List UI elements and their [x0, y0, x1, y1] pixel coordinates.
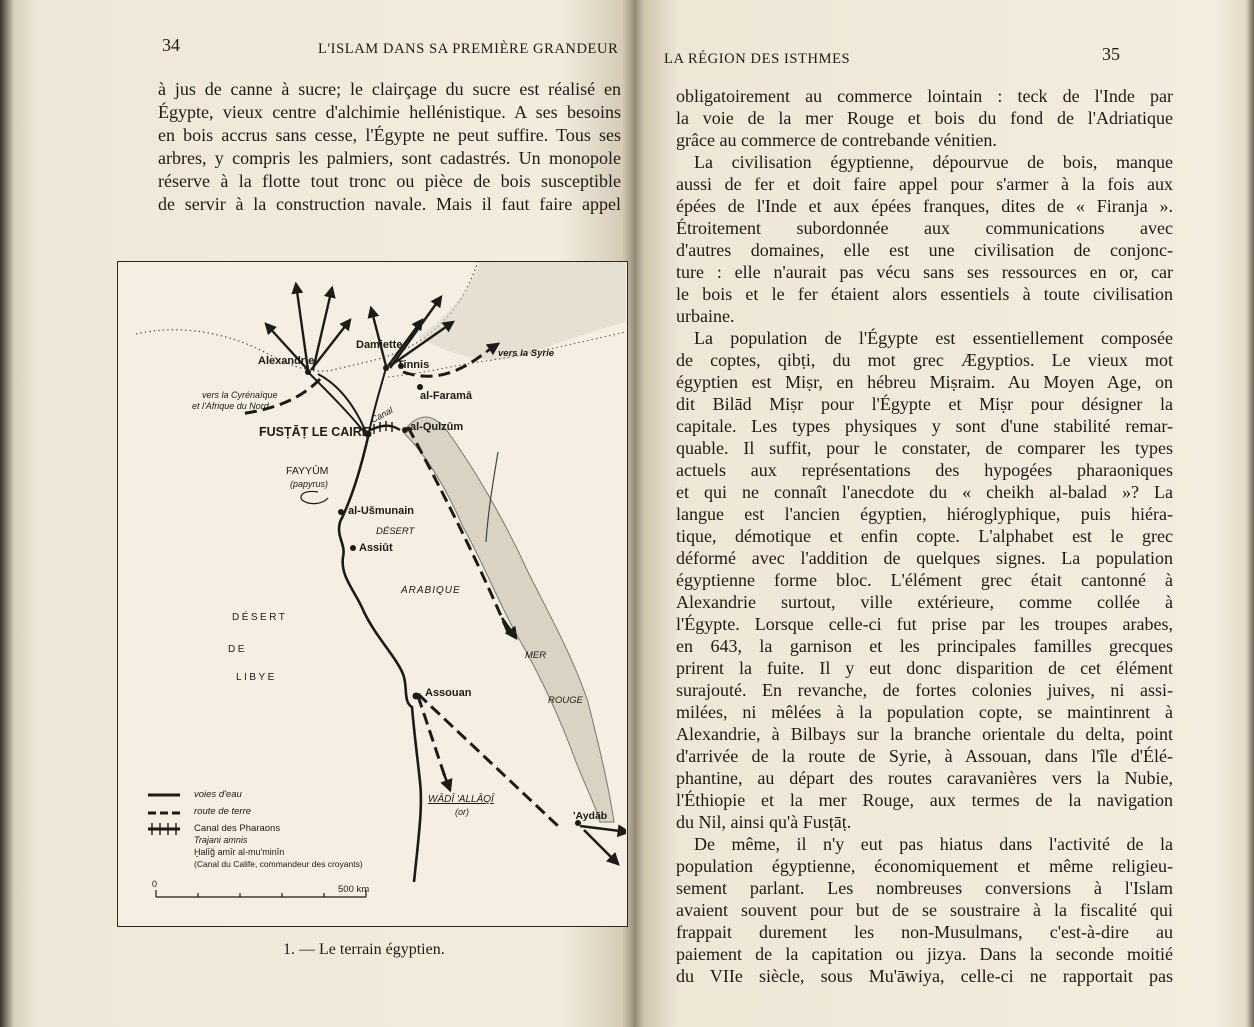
legend-symbols: [148, 795, 180, 835]
text-line: Alexandrie, à Bilbays sur la branche orientale du delta, point: [676, 724, 1173, 744]
text-line: réserve à la flotte tout tronc ou pièce de bois susceptible: [158, 171, 621, 191]
label-arabique: ARABIQUE: [401, 585, 461, 596]
text-line: Alexandrie surtout, ville extérieure, comme collée à: [676, 592, 1173, 612]
text-line: du Nil, ainsi qu'à Fusṭāṭ.: [676, 812, 852, 832]
text-line: déformé avec l'addition de quelques signes. La population: [676, 548, 1173, 568]
running-head: LA RÉGION DES ISTHMES: [664, 51, 851, 67]
label-mer: MER: [525, 650, 547, 661]
egypt-map: [117, 261, 628, 927]
text-line: égyptienne forme bloc. L'élément grec était cantonné à: [676, 570, 1173, 590]
label-desert: DÉSERT: [376, 526, 415, 537]
fayyum-lake: [301, 491, 328, 503]
text-line: langue est l'ancien égyptien, hiéroglyphique, puis hiéra-: [676, 504, 1173, 524]
scale-bar: [156, 890, 366, 897]
text-line: population égyptienne, économiquement et même religieu-: [676, 856, 1173, 876]
text-line: tique, démotique et enfin copte. L'alphabet est le grec: [676, 526, 1173, 546]
text-line: prirent la fuite. Il y eut donc disparition de cet élément: [676, 658, 1173, 678]
text-line: égyptien est Miṣr, en hébreu Miṣraim. Au Moyen Age, on: [676, 372, 1173, 392]
text-line: grâce au commerce de contrebande vénitien.: [676, 130, 997, 150]
text-line: La civilisation égyptienne, dépourvue de bois, manque: [694, 152, 1173, 172]
label-canal: Canal: [369, 405, 395, 425]
label-aydab: 'Aydāb: [573, 810, 608, 822]
text-line: La population de l'Égypte est essentiellement composée: [694, 328, 1173, 348]
text-line: du VIIe siècle, sous Mu'āwiya, celle-ci ne rapportait pas: [676, 966, 1173, 986]
text-line: aussi de fer et doit faire appel pour s'armer à la fois aux: [676, 174, 1173, 194]
text-line: ture : elle n'aurait pas vécu sans ses ressources en or, car: [676, 262, 1173, 282]
text-line: épées de l'Inde et aux épées franques, dites de « Firanja ».: [676, 196, 1173, 216]
text-line: Étroitement subordonnée aux communications avec: [676, 218, 1173, 238]
text-line: et qui ne connaît l'anecdote du « cheikh al-balad »? La: [676, 482, 1173, 502]
text-line: frappait durement les non-Musulmans, c'est-à-dire au: [676, 922, 1173, 942]
page-number: 35: [1102, 44, 1120, 64]
label-fustat: FUSṬĀṬ LE CAIRE: [259, 425, 371, 439]
text-line: paiement de la capitation ou jizya. Dans la seconde moitié: [676, 944, 1173, 964]
scale-start: 0: [152, 879, 158, 889]
text-line: de coptes, qibṭi, du mot grec Ægyptios. Le vieux mot: [676, 350, 1173, 370]
label-rouge: ROUGE: [548, 695, 583, 706]
label-qulzum: al-Qulzūm: [410, 421, 464, 433]
text-line: l'Égypte. Lorsque celle-ci fut prise par les troupes arabes,: [676, 614, 1173, 634]
text-line: en 643, la garnison et les principales familles grecques: [676, 636, 1173, 656]
label-cyrenaique-2: et l'Afrique du Nord: [192, 401, 269, 411]
legend-canal-4: (Canal du Calife, commandeur des croyants): [194, 859, 363, 869]
text-line: urbaine.: [676, 306, 735, 326]
text-line: arbres, y compris les palmiers, sont cadastrés. Un monopole: [158, 148, 621, 168]
label-papyrus: (papyrus): [290, 479, 329, 489]
right-page: [634, 0, 1254, 1027]
text-line: à jus de canne à sucre; le clairçage du sucre est réalisé en: [158, 79, 621, 99]
label-damiette: Damiette: [356, 339, 403, 351]
text-line: en bois accrus sans cesse, l'Égypte ne peut suffire. Tous ses: [158, 125, 621, 145]
text-line: quable. Il suffit, pour le constater, de comparer les types: [676, 438, 1173, 458]
text-line: la voie de la mer Rouge et bois du fond de l'Adriatique: [676, 108, 1173, 128]
label-desert-libye-2: DE: [228, 644, 247, 655]
label-desert-libye-3: LIBYE: [236, 672, 277, 683]
text-line: dit Bilād Miṣr pour l'Égypte et Miṣr pour désigner la: [676, 394, 1173, 414]
text-line: d'autres domaines, elle est une civilisation de conjonc-: [676, 240, 1173, 260]
label-desert-libye-1: DÉSERT: [232, 612, 288, 623]
figure-caption: 1. — Le terrain égyptien.: [283, 941, 445, 958]
text-line: l'Éthiopie et la mer Rouge, aux termes de la navigation: [676, 790, 1173, 810]
label-or: (or): [455, 807, 469, 817]
text-line: sement parlant. Les nombreuses conversions à l'Islam: [676, 878, 1173, 898]
sea-stipple: [418, 262, 626, 360]
label-farama: al-Faramā: [420, 390, 472, 402]
label-cyrenaique-1: vers la Cyrénaïque: [202, 390, 278, 400]
text-line: Égypte, vieux centre d'alchimie hellénistique. A ses besoins: [158, 102, 621, 122]
nile-river: [339, 437, 421, 882]
label-vers-syrie: vers la Syrie: [498, 348, 554, 359]
text-line: le bois et le fer étaient alors essentiels à toute civilisation: [676, 284, 1173, 304]
label-wadi: WĀDĪ 'ALLĀQĪ: [428, 794, 494, 805]
text-line: capitale. Les types physiques y sont d'une stabilité remar-: [676, 416, 1173, 436]
text-line: d'arrivée de la route de Syrie, à Assouan, dans l'île d'Élé-: [676, 746, 1173, 766]
label-assouan: Assouan: [425, 687, 472, 699]
text-line: De même, il n'y eut pas hiatus dans l'activité de la: [694, 834, 1173, 854]
label-usmunain: al-Ušmunain: [348, 505, 415, 517]
text-line: milées, ni mêlées à la population copte, se maintinrent à: [676, 702, 1173, 722]
label-assiut: Assiūt: [359, 542, 393, 554]
label-tinnis: Tinnis: [397, 359, 430, 371]
page-number: 34: [162, 35, 180, 55]
text-line: surajouté. En revanche, de fortes colonies juives, ni assi-: [676, 680, 1173, 700]
running-head: L'ISLAM DANS SA PREMIÈRE GRANDEUR: [318, 41, 619, 57]
text-line: phantine, au départ des routes caravanières vers la Nubie,: [676, 768, 1173, 788]
text-line: avaient souvent pour but de se soustraire à la fiscalité qui: [676, 900, 1173, 920]
legend-canal-3: Ḫalīğ amīr al-mu'minīn: [194, 847, 285, 857]
text-line: de servir à la construction navale. Mais il faut faire appel: [158, 194, 621, 214]
legend-land-route: route de terre: [194, 806, 252, 817]
label-fayyum: FAYYŪM: [286, 465, 329, 477]
legend-waterways: voies d'eau: [194, 789, 242, 800]
text-line: obligatoirement au commerce lointain : teck de l'Inde par: [676, 86, 1173, 106]
scale-end: 500 km: [338, 884, 370, 895]
text-line: actuels aux représentations des hypogées pharaoniques: [676, 460, 1173, 480]
label-alexandrie: Alexandrie: [258, 355, 315, 367]
legend-canal-1: Canal des Pharaons: [194, 823, 281, 834]
legend-canal-2: Trajani amnis: [194, 835, 248, 845]
